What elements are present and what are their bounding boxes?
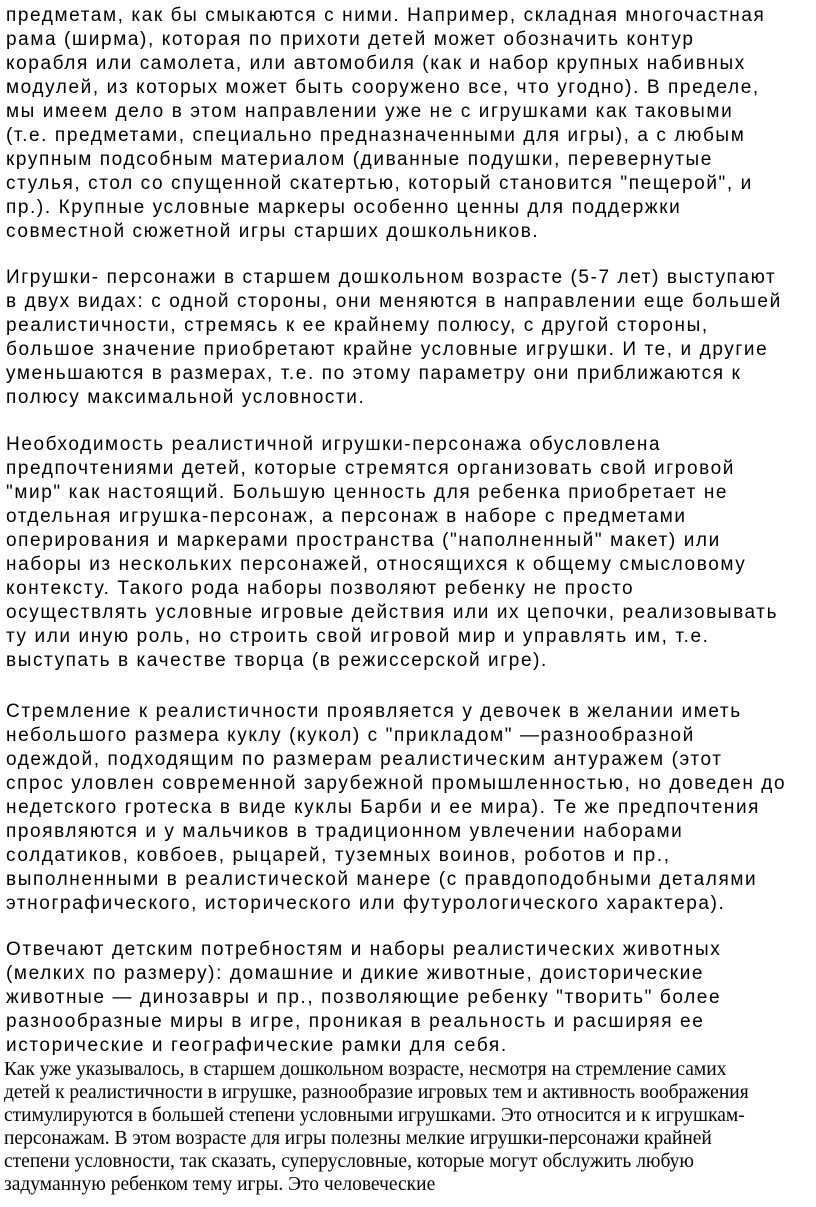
paragraph-line: стимулируются в большей степени условными игрушками. Это относится и к игрушкам- [4, 1105, 745, 1126]
paragraph-line: Необходимость реалистичной игрушки-персонажа обусловлена [6, 434, 662, 455]
paragraph-line: (мелких по размеру): домашние и дикие животные, доисторические [6, 963, 705, 984]
paragraph-line: Стремление к реалистичности проявляется у девочек в желании иметь [6, 701, 742, 722]
paragraph-line: детей к реалистичности в игрушке, разнообразие игровых тем и активность воображения [4, 1082, 749, 1103]
paragraph-line: реалистичности, стремясь к ее крайнему полюсу, с другой стороны, [6, 315, 709, 336]
paragraph-line: исторические и географические рамки для себя. [6, 1035, 508, 1056]
paragraph-line: выступать в качестве творца (в режиссерской игре). [6, 650, 548, 671]
paragraph-line: крупным подсобным материалом (диванные подушки, перевернутые [6, 149, 713, 170]
paragraph-line: спрос уловлен современной зарубежной промышленностью, но доведен до [6, 773, 787, 794]
paragraph-line: модулей, из которых может быть сооружено все, что угодно). В пределе, [6, 77, 760, 98]
paragraph-line: ту или иную роль, но строить свой игровой мир и управлять им, т.е. [6, 626, 710, 647]
paragraph-line: контексту. Такого рода наборы позволяют ребенку не просто [6, 578, 635, 599]
paragraph-line: недетского гротеска в виде куклы Барби и ее мира). Те же предпочтения [6, 797, 761, 818]
paragraph-line: пр.). Крупные условные маркеры особенно ценны для поддержки [6, 197, 682, 218]
paragraph-line: уменьшаются в размерах, т.е. по этому параметру они приближаются к [6, 363, 742, 384]
paragraph-line: выполненными в реалистической манере (с правдоподобными деталями [6, 869, 758, 890]
paragraph-line: животные — динозавры и пр., позволяющие ребенку "творить" более [6, 987, 722, 1008]
paragraph-line: рама (ширма), которая по прихоти детей может обозначить контур [6, 29, 695, 50]
paragraph-line: мы имеем дело в этом направлении уже не с игрушками как таковыми [6, 101, 734, 122]
paragraph-line: этнографического, исторического или футурологического характера). [6, 893, 726, 914]
paragraph-line: совместной сюжетной игры старших дошкольников. [6, 221, 540, 242]
paragraph-line: Как уже указывалось, в старшем дошкольном возрасте, несмотря на стремление самих [4, 1059, 727, 1080]
paragraph-line: корабля или самолета, или автомобиля (как и набор крупных набивных [6, 53, 746, 74]
paragraph-line: наборы из нескольких персонажей, относящихся к общему смысловому [6, 554, 747, 575]
paragraph-line: (т.е. предметами, специально предназначенными для игры), а с любым [6, 125, 746, 146]
paragraph-line: в двух видах: с одной стороны, они меняются в направлении еще большей [6, 291, 782, 312]
paragraph-line: предпочтениями детей, которые стремятся организовать свой игровой [6, 458, 735, 479]
paragraph-line: проявляются и у мальчиков в традиционном увлечении наборами [6, 821, 684, 842]
paragraph-line: оперирования и маркерами пространства ("наполненный" макет) или [6, 530, 721, 551]
paragraph-line: Отвечают детским потребностям и наборы реалистических животных [6, 939, 722, 960]
paragraph-line: стулья, стол со спущенной скатертью, который становится "пещерой", и [6, 173, 753, 194]
paragraph-line: одеждой, подходящим по размерам реалистическим антуражем (этот [6, 749, 723, 770]
paragraph-line: разнообразные миры в игре, проникая в реальность и расширяя ее [6, 1011, 705, 1032]
paragraph-line: степени условности, так сказать, суперусловные, которые могут обслужить любую [4, 1151, 694, 1172]
paragraph-line: осуществлять условные игровые действия или их цепочки, реализовывать [6, 602, 779, 623]
paragraph-line: задуманную ребенком тему игры. Это человеческие [4, 1174, 436, 1195]
paragraph-line: небольшого размера куклу (кукол) с "прикладом" —разнообразной [6, 725, 695, 746]
paragraph-line: персонажам. В этом возрасте для игры полезны мелкие игрушки-персонажи крайней [4, 1128, 712, 1149]
paragraph-line: большое значение приобретают крайне условные игрушки. И те, и другие [6, 339, 769, 360]
paragraph-line: Игрушки- персонажи в старшем дошкольном возрасте (5-7 лет) выступают [6, 267, 777, 288]
paragraph-line: отдельная игрушка-персонаж, а персонаж в наборе с предметами [6, 506, 687, 527]
paragraph-line: предметам, как бы смыкаются с ними. Например, складная многочастная [6, 5, 766, 26]
paragraph-line: "мир" как настоящий. Большую ценность для ребенка приобретает не [6, 482, 729, 503]
paragraph-line: полюсу максимальной условности. [6, 387, 366, 408]
paragraph-line: солдатиков, ковбоев, рыцарей, туземных воинов, роботов и пр., [6, 845, 671, 866]
